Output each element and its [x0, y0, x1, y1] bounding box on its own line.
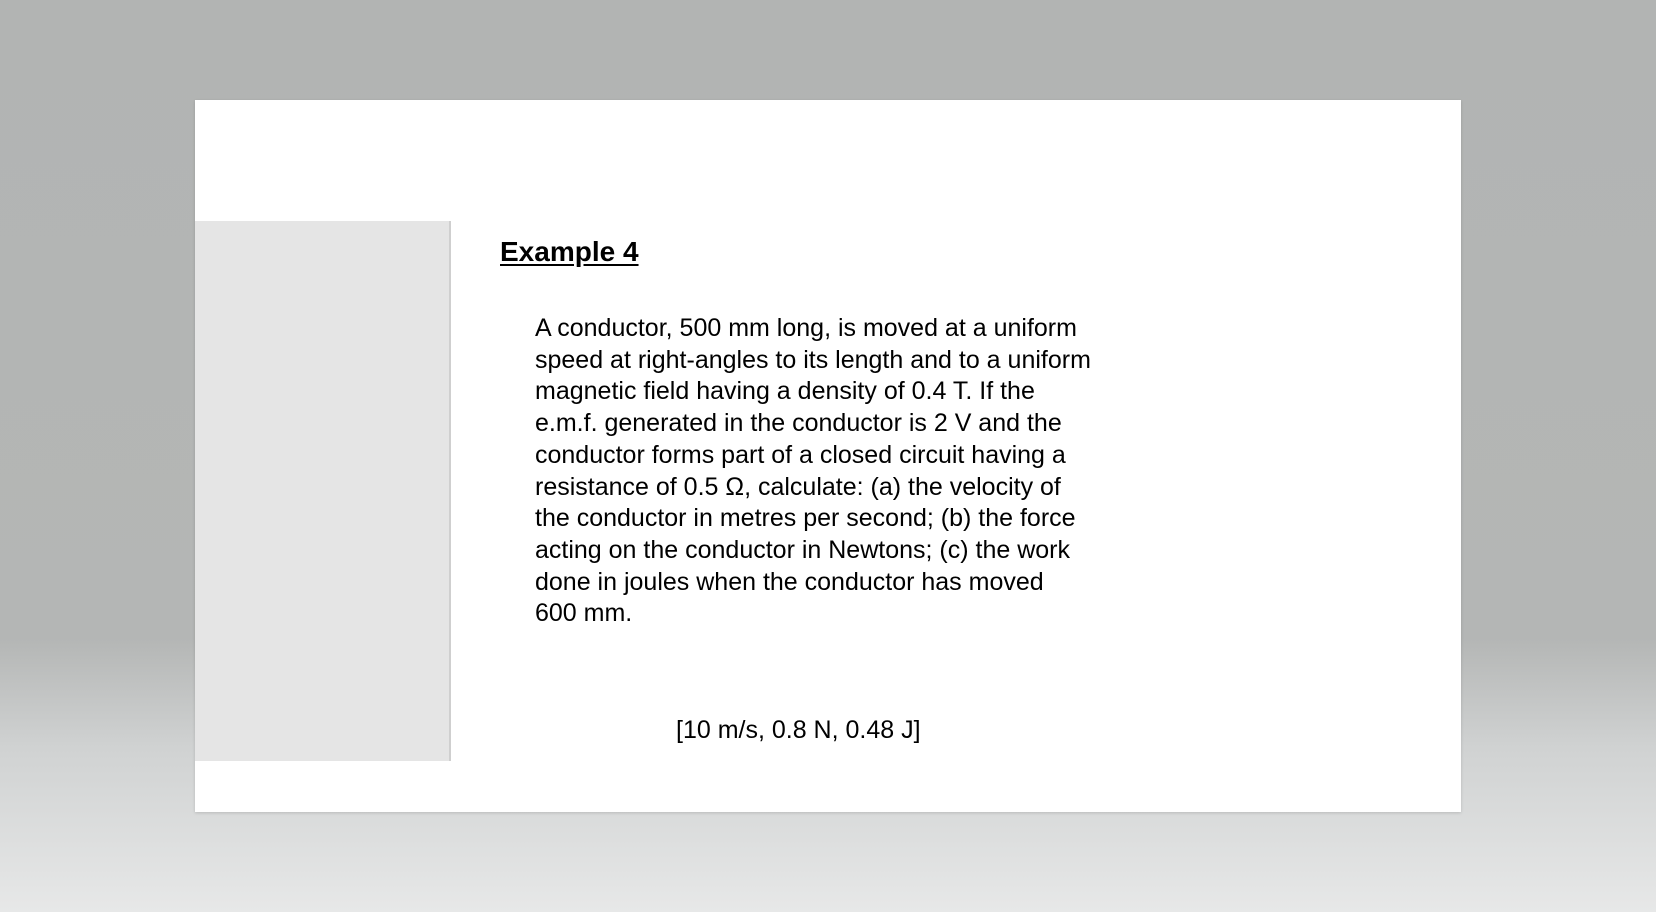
problem-text — [535, 313, 1155, 630]
problem-line: A conductor, 500 mm long, is moved at a uniform — [535, 314, 1077, 342]
slide-page — [195, 100, 1461, 812]
problem-line: the conductor in metres per second; (b) the force — [535, 504, 1076, 533]
problem-line: speed at right-angles to its length and to a uniform — [535, 345, 1091, 374]
problem-line: 600 mm. — [535, 599, 633, 628]
problem-line: e.m.f. generated in the conductor is 2 V and the — [535, 409, 1062, 438]
problem-line: magnetic field having a density of 0.4 T. If the — [535, 377, 1035, 406]
example-title: Example 4 — [500, 236, 639, 267]
problem-line: done in joules when the conductor has moved — [535, 567, 1044, 596]
problem-line: conductor forms part of a closed circuit having a — [535, 440, 1066, 469]
answer-text: [10 m/s, 0.8 N, 0.48 J] — [676, 716, 921, 744]
problem-line: acting on the conductor in Newtons; (c) the work — [535, 535, 1070, 564]
side-panel — [195, 221, 451, 761]
problem-line: resistance of 0.5 Ω, calculate: (a) the velocity of — [535, 472, 1061, 501]
